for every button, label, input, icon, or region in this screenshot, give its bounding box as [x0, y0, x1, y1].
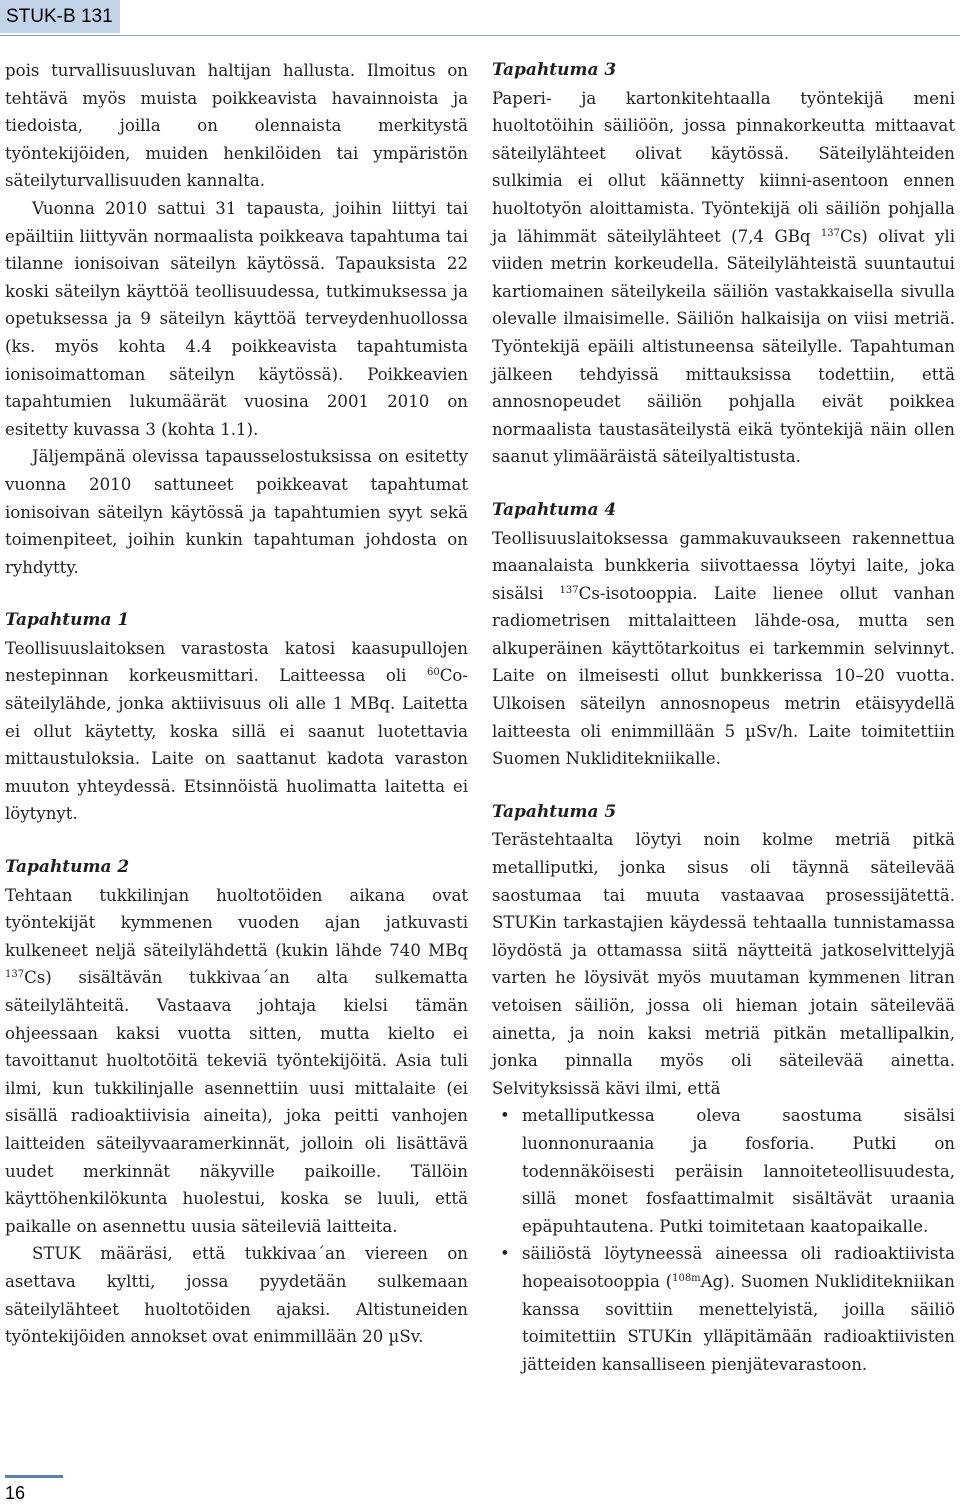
event-4-heading: Tapahtuma 4 — [492, 499, 617, 520]
event-5-text: Terästehtaalta löytyi noin kolme metriä pitkä metalliputki, jonka sisus oli täynnä säteilevää saostumaa tai muuta vastaavaa prosessijätettä. STUKin tarkastajien käydessä tehtaalla tunnistamassa löydöstä ja ottamassa siitä näytteitä jatkoselvittelyjä varten he löysivät myös muutaman kymmenen litran vetoisen säiliön, jossa oli hieman jotain säteilevää ainetta, ja noin kaksi metriä pitkän metallipalkin, jonka pinnalla myös oli säteilevää ainetta. Selvityksissä kävi ilmi, että — [492, 830, 955, 1098]
isotope-mass-number: 137 — [5, 969, 25, 981]
finding-text: metalliputkessa oleva saostuma sisälsi luonnonuraania ja fosforia. Putki on todennäköisesti peräisin lannoiteteollisuudesta, sillä monet fosfaattimalmit sisältävät uraania epäpuhtautena. Putki toimitetaan kaatopaikalle. — [522, 1106, 955, 1236]
page-number: 16 — [5, 1483, 26, 1503]
left-column — [5, 57, 468, 1351]
event-4-text-part-b: Cs-isotooppia. Laite lienee ollut vanhan radiometrisen mittalaitteen lähde-osa, mutta sen alkuperäinen käyttötarkoitus ei tarkemmin selvinnyt. Laite on ilmeisesti ollut bunkkerissa 10–20 vuotta. Ulkoisen säteilyn annosnopeus metrin etäisyydellä laitteesta oli enimmillään 5 µSv/h. Laite toimitettiin Suomen Nukliditekniikalle. — [492, 583, 955, 769]
event-2-text-part-a: Tehtaan tukkilinjan huoltotöiden aikana ovat työntekijät kymmenen vuoden ajan jatkuvasti kulkeneet neljä säteilylähdettä (kukin lähde 740 MBq — [5, 885, 468, 960]
list-item — [492, 1240, 955, 1378]
isotope-mass-number: 137 — [820, 227, 840, 239]
event-3-text — [492, 85, 955, 471]
event-1-text — [5, 635, 468, 828]
isotope-mass-number: 108m — [672, 1272, 701, 1284]
finding-text-part-a: säiliöstä löytyneessä aineessa oli radioaktiivista hopeaisotooppia ( — [522, 1244, 955, 1291]
bullet-icon: • — [500, 1106, 510, 1126]
event-1-text-part-b: Co-säteilylähde, jonka aktiivisuus oli alle 1 MBq. Laitetta ei ollut käytetty, koska sillä ei saanut luotettavia mittaustuloksia. Laite on saattanut kadota varaston muuton yhteydessä. Etsinnöistä huolimatta laitetta ei löytynyt. — [5, 666, 468, 824]
list-item — [492, 1102, 955, 1240]
paragraph-event-statistics: Vuonna 2010 sattui 31 tapausta, joihin liittyi tai epäiltiin liittyvän normaalista poikkeava tapahtuma tai tilanne ionisoivan säteilyn käytössä. Tapauksista 22 koski säteilyn käyttöä teollisuudessa, tutkimuksessa ja opetuksessa ja 9 säteilyn käyttöä terveydenhuollossa (ks. myös kohta 4.4 poikkeavista tapahtumista ionisoimattoman säteilyn käytössä). Poikkeavien tapahtumien lukumäärät vuosina 2001 2010 on esitetty kuvassa 3 (kohta 1.1). — [5, 198, 468, 439]
event-2-text — [5, 882, 468, 1241]
report-series-label: STUK-B 131 — [0, 0, 120, 33]
bullet-icon: • — [500, 1244, 510, 1264]
event-3-text-part-a: Paperi- ja kartonkitehtaalla työntekijä meni huoltotöihin säiliöön, jossa pinnakorkeutta mittaavat säteilylähteet olivat käytössä. Säteilylähteiden sulkimia ei ollut käännetty kiinni-asentoon ennen huoltotyön aloittamista. Työntekijä oli säiliön pohjalla ja lähimmät säteilylähteet (7,4 GBq — [492, 88, 955, 246]
header-divider — [0, 35, 960, 36]
event-4-text-part-a: Teollisuuslaitoksessa gammakuvaukseen rakennettua maanalaista bunkkeria siivottaessa löytyi laite, joka sisälsi — [492, 528, 955, 603]
event-3-text-part-b: Cs) olivat yli viiden metrin korkeudella. Säteilylähteistä suuntautui kartiomainen säteilykeila säiliön vastakkaisella sivulla olevalle ilmaisimelle. Säiliön halkaisija on viisi metriä. Työntekijä epäili altistuneensa säteilylle. Tapahtuman jälkeen tehdyissä mittauksissa todettiin, että annosnopeudet säiliön pohjalla eivät poikkea normaalista taustasäteilystä eikä työntekijä näin ollen saanut ylimääräistä säteilyaltistusta. — [492, 226, 955, 467]
paragraph-event-descriptions-intro: Jäljempänä olevissa tapausselostuksissa on esitetty vuonna 2010 sattuneet poikkeavat tapahtumat ionisoivan säteilyn käytössä ja tapahtumien syyt sekä toimenpiteet, joihin kunkin tapahtuman johdosta on ryhdytty. — [5, 447, 468, 577]
event-2-text-part-b: Cs) sisältävän tukkivaa´an alta sulkematta säteilylähteitä. Vastaava johtaja kielsi tämän ohjeessaan kaksi vuotta sitten, mutta kielto ei tavoittanut huoltotöitä tekeviä työntekijöitä. Asia tuli ilmi, kun tukkilinjalle asennettiin uusi mittalaite (ei sisällä radioaktiivisia aineita), joka peitti vanhojen laitteiden säteilyvaaramerkinnät, jolloin oli lisättävä uudet merkinnät näkyville paikoille. Tällöin käyttöhenkilökunta huolestui, koska se luuli, että paikalle on asennettu uusia säteileviä laitteita. — [5, 968, 468, 1236]
finding-text — [522, 1244, 955, 1373]
event-1-text-part-a: Teollisuuslaitoksen varastosta katosi kaasupullojen nestepinnan korkeusmittari. Laitteessa oli — [5, 638, 468, 686]
isotope-mass-number: 60 — [426, 667, 440, 679]
event-2-text-continued: STUK määräsi, että tukkivaa´an viereen on asettava kyltti, jossa pyydetään sulkemaan säteilylähteet huoltotöiden ajaksi. Altistuneiden työntekijöiden annokset ovat enimmillään 20 µSv. — [5, 1244, 468, 1347]
event-1-heading: Tapahtuma 1 — [5, 610, 130, 631]
event-2-heading: Tapahtuma 2 — [5, 857, 130, 878]
event-5-findings-list — [492, 1102, 955, 1378]
event-4-text — [492, 525, 955, 773]
event-3-heading: Tapahtuma 3 — [492, 60, 617, 80]
isotope-mass-number: 137 — [559, 584, 579, 596]
event-5-heading: Tapahtuma 5 — [492, 801, 617, 822]
finding-text-part-b: Ag). Suomen Nukliditekniikan kanssa sovittiin menettelyistä, joilla säiliö toimitettiin STUKin ylläpitämään radioaktiivisten jätteiden kansalliseen pienjätevarastoon. — [522, 1271, 955, 1374]
paragraph-reporting-duty: pois turvallisuusluvan haltijan hallusta. Ilmoitus on tehtävä myös muista poikkeavista havainnoista ja tiedoista, joilla on olennaista merkitystä työntekijöiden, muiden henkilöiden tai ympäristön säteilyturvallisuuden kannalta. — [5, 61, 468, 191]
footer-divider — [5, 1475, 63, 1478]
right-column — [492, 57, 955, 1378]
